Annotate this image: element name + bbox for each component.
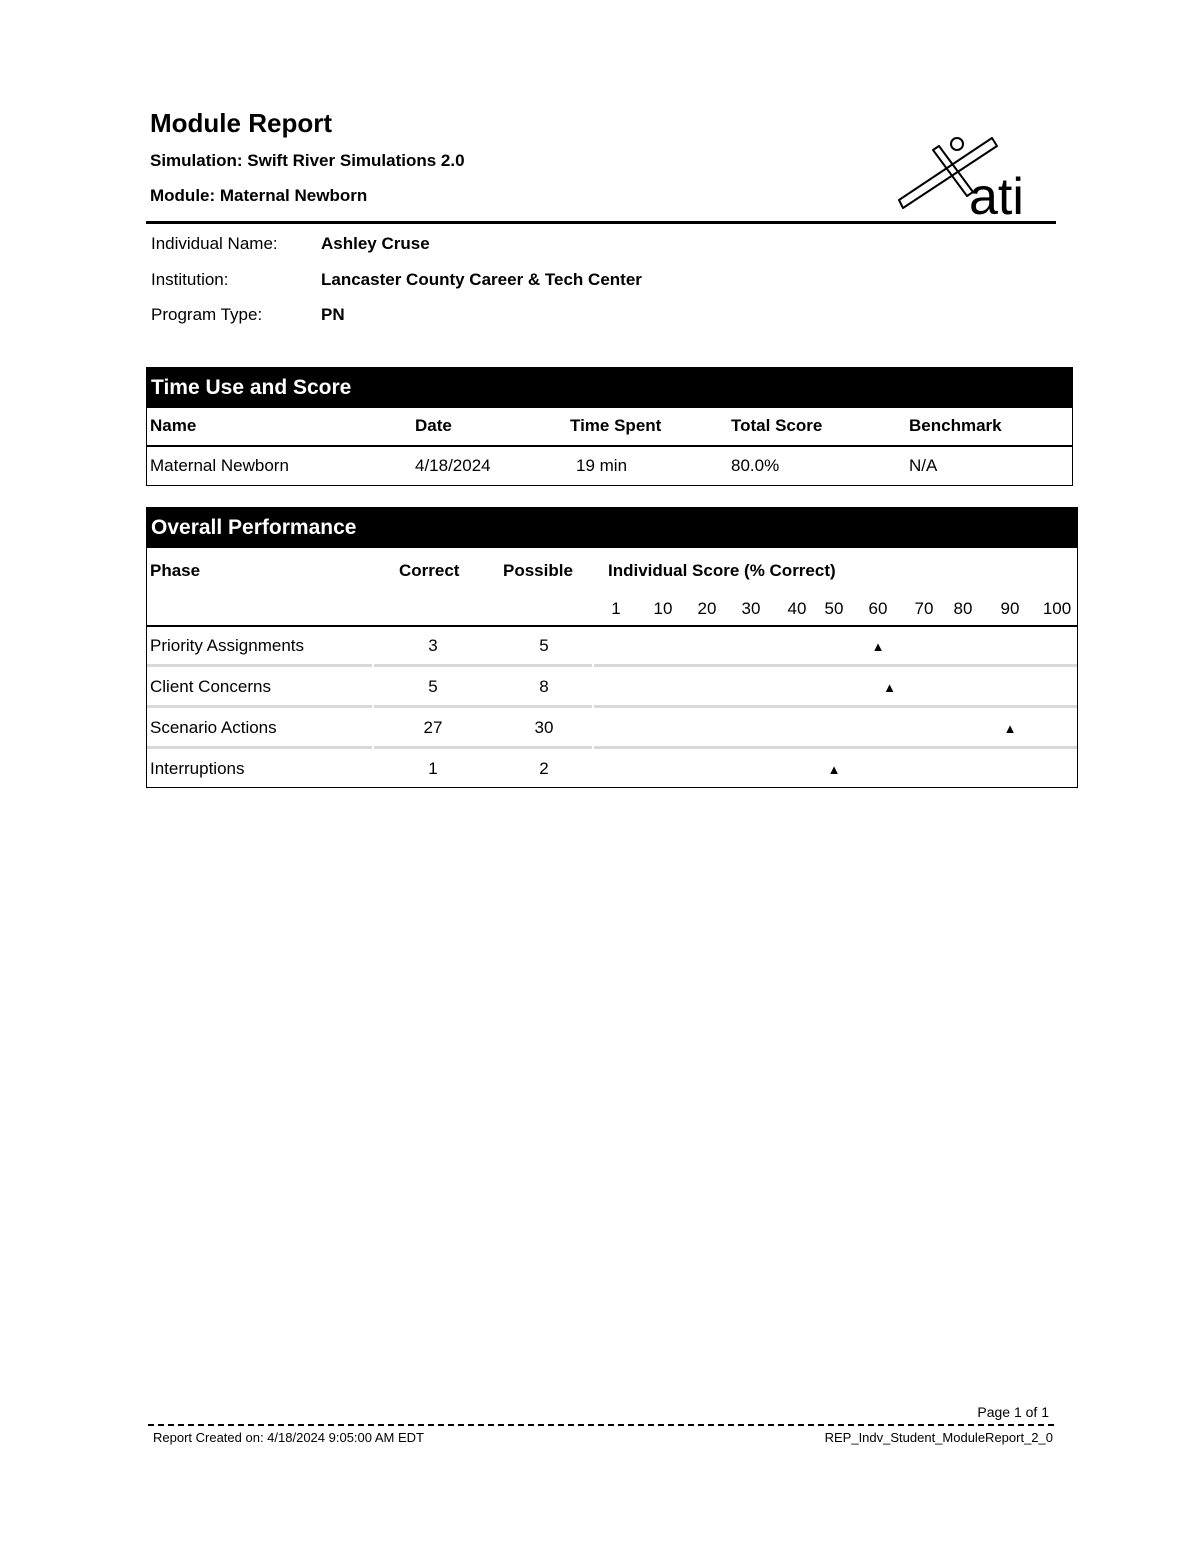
- report-id: REP_Indv_Student_ModuleReport_2_0: [824, 1430, 1053, 1445]
- performance-header-rule: [147, 625, 1077, 627]
- col-possible: Possible: [503, 561, 573, 580]
- phase-possible: 2: [539, 759, 549, 778]
- info-label-institution: Institution:: [151, 270, 229, 289]
- phase-name: Priority Assignments: [150, 636, 304, 655]
- col-individual-score: Individual Score (% Correct): [608, 561, 836, 580]
- phase-correct: 3: [428, 636, 438, 655]
- logo-text: ati: [969, 168, 1024, 220]
- report-created: Report Created on: 4/18/2024 9:05:00 AM EDT: [153, 1430, 425, 1445]
- score-scale: [147, 599, 1077, 621]
- time-use-table: [146, 367, 1073, 486]
- col-name: Name: [150, 416, 197, 435]
- time-use-benchmark: N/A: [909, 456, 938, 475]
- ati-logo: [895, 130, 1045, 220]
- info-value-name: Ashley Cruse: [321, 234, 430, 253]
- scale-tick: 30: [741, 599, 761, 618]
- scale-tick: 40: [787, 599, 807, 618]
- phase-correct: 27: [423, 718, 443, 737]
- phase-name: Interruptions: [150, 759, 245, 778]
- phase-correct: 1: [428, 759, 438, 778]
- phase-possible: 5: [539, 636, 549, 655]
- col-time-spent: Time Spent: [570, 416, 662, 435]
- score-marker: ▲: [871, 639, 885, 654]
- score-marker: ▲: [883, 680, 896, 695]
- row-separator: [147, 664, 372, 667]
- row-separator: [147, 705, 372, 708]
- header-rule: [146, 221, 1056, 224]
- scale-tick: 10: [653, 599, 673, 618]
- info-value-institution: Lancaster County Career & Tech Center: [321, 270, 642, 289]
- time-use-score: 80.0%: [731, 456, 780, 475]
- row-separator: [374, 664, 592, 667]
- info-label-program: Program Type:: [151, 305, 263, 324]
- scale-tick: 20: [697, 599, 717, 618]
- row-separator: [594, 664, 1077, 667]
- scale-tick: 90: [1000, 599, 1020, 618]
- col-total-score: Total Score: [731, 416, 823, 435]
- performance-table: [146, 507, 1078, 788]
- scale-tick: 60: [868, 599, 888, 618]
- col-phase: Phase: [150, 561, 201, 580]
- score-marker: ▲: [1003, 721, 1017, 736]
- page-number: Page 1 of 1: [977, 1404, 1049, 1420]
- time-use-time: 19 min: [576, 456, 628, 475]
- phase-possible: 30: [534, 718, 554, 737]
- row-separator: [374, 705, 592, 708]
- row-separator: [147, 746, 372, 749]
- col-benchmark: Benchmark: [909, 416, 1002, 435]
- time-use-date: 4/18/2024: [415, 456, 491, 475]
- col-date: Date: [415, 416, 452, 435]
- performance-title: Overall Performance: [147, 508, 1077, 548]
- info-label-name: Individual Name:: [151, 234, 278, 253]
- time-use-name: Maternal Newborn: [150, 456, 289, 475]
- time-use-title: Time Use and Score: [147, 368, 1072, 408]
- col-correct: Correct: [399, 561, 460, 580]
- page-title: Module Report: [150, 108, 332, 138]
- time-use-header-rule: [147, 445, 1072, 447]
- row-separator: [594, 705, 1077, 708]
- phase-name: Scenario Actions: [150, 718, 277, 737]
- phase-possible: 8: [539, 677, 549, 696]
- scale-tick: 50: [824, 599, 844, 618]
- phase-name: Client Concerns: [150, 677, 271, 696]
- score-marker: ▲: [827, 762, 841, 777]
- footer-divider: [148, 1424, 1054, 1426]
- module-subtitle: Module: Maternal Newborn: [150, 186, 368, 205]
- scale-tick: 100: [1042, 599, 1072, 618]
- simulation-subtitle: Simulation: Swift River Simulations 2.0: [150, 151, 465, 170]
- scale-tick: 1: [611, 599, 621, 618]
- info-value-program: PN: [321, 305, 345, 324]
- scale-tick: 70: [914, 599, 934, 618]
- row-separator: [374, 746, 592, 749]
- row-separator: [594, 746, 1077, 749]
- scale-tick: 80: [953, 599, 973, 618]
- phase-correct: 5: [428, 677, 438, 696]
